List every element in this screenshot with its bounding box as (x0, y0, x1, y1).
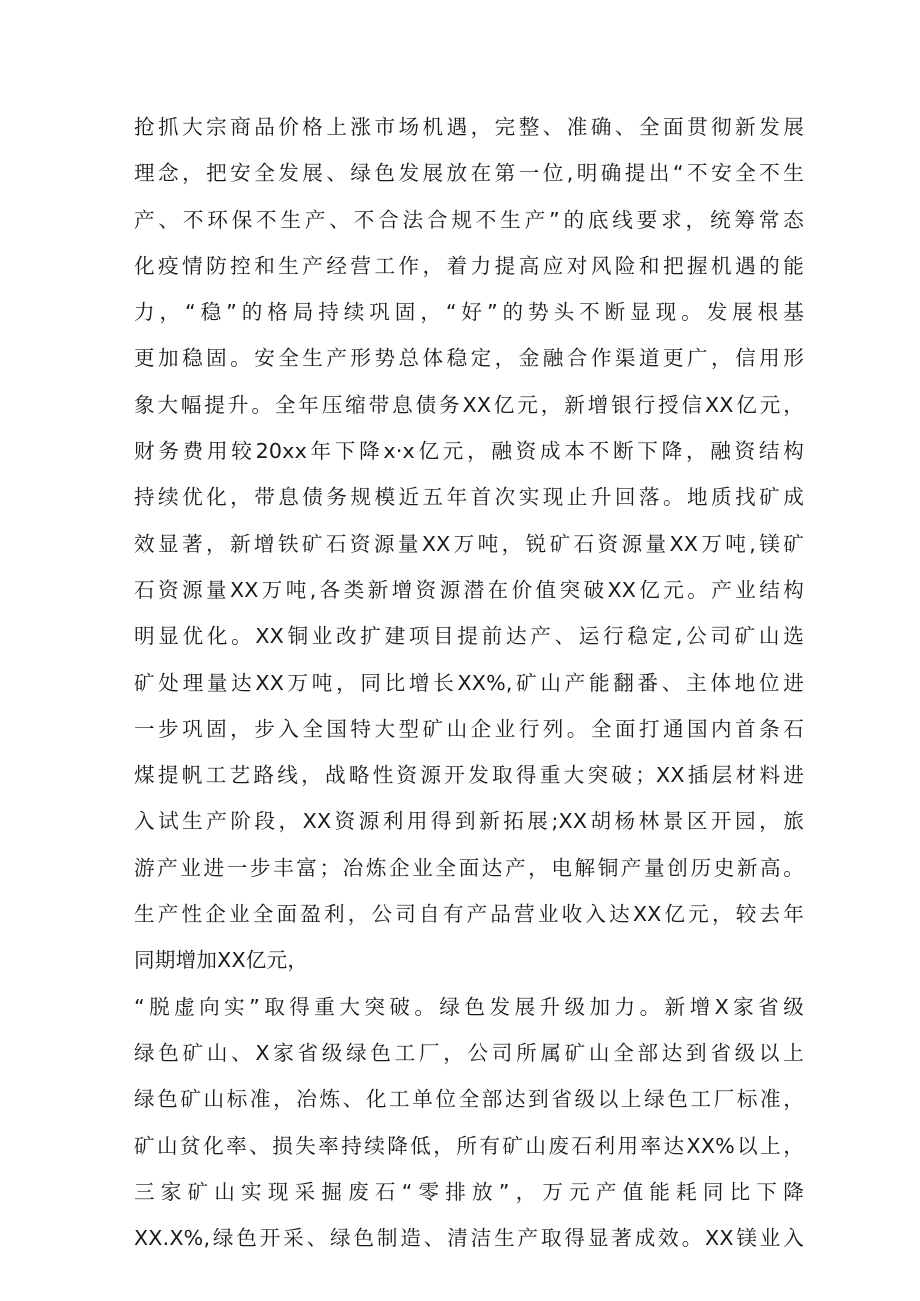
text-line: 入试生产阶段，XX资源利用得到新拓展;XX胡杨林景区开园，旅 (134, 809, 804, 834)
text-line: 明显优化。XX铜业改扩建项目提前达产、运行稳定,公司矿山选 (134, 624, 804, 649)
paragraph-2 (134, 984, 804, 1262)
text-line: 持续优化，带息债务规模近五年首次实现止升回落。地质找矿成 (134, 485, 804, 510)
text-line: 更加稳固。安全生产形势总体稳定，金融合作渠道更广，信用形 (134, 346, 804, 371)
document-body (134, 104, 804, 1261)
text-line: 矿处理量达XX万吨，同比增长XX%,矿山产能翻番、主体地位进 (134, 670, 804, 695)
text-line: 一步巩固，步入全国特大型矿山企业行列。全面打通国内首条石 (134, 716, 804, 741)
text-line: 力，“稳”的格局持续巩固，“好”的势头不断显现。发展根基 (134, 300, 804, 325)
text-line: 抢抓大宗商品价格上涨市场机遇，完整、准确、全面贯彻新发展 (134, 115, 804, 139)
text-line: 绿色矿山、X家省级绿色工厂，公司所属矿山全部达到省级以上 (134, 1040, 804, 1065)
text-line: 石资源量XX万吨,各类新增资源潜在价值突破XX亿元。产业结构 (134, 577, 804, 602)
paragraph-1 (134, 104, 804, 984)
text-line: 同期增加XX亿元， (134, 948, 309, 973)
text-line: 象大幅提升。全年压缩带息债务XX亿元，新增银行授信XX亿元， (134, 392, 804, 417)
text-line: XX.X%,绿色开采、绿色制造、清洁生产取得显著成效。XX镁业入 (134, 1226, 804, 1251)
text-line: 三家矿山实现采掘废石“零排放”，万元产值能耗同比下降 (134, 1179, 804, 1204)
text-line: “脱虚向实”取得重大突破。绿色发展升级加力。新增X家省级 (134, 994, 804, 1019)
text-line: 煤提帆工艺路线，战略性资源开发取得重大突破；XX插层材料进 (134, 763, 804, 788)
text-line: 绿色矿山标准，冶炼、化工单位全部达到省级以上绿色工厂标准， (134, 1087, 804, 1112)
text-line: 矿山贫化率、损失率持续降低，所有矿山废石利用率达XX%以上， (134, 1133, 804, 1158)
text-line: 产、不环保不生产、不合法合规不生产”的底线要求，统筹常态 (134, 207, 804, 232)
text-line: 效显著，新增铁矿石资源量XX万吨，锐矿石资源量XX万吨,镁矿 (134, 531, 804, 556)
text-line: 游产业进一步丰富；冶炼企业全面达产，电解铜产量创历史新高。 (134, 855, 804, 880)
text-line: 财务费用较20xx年下降x·x亿元，融资成本不断下降，融资结构 (134, 439, 804, 464)
text-line: 理念，把安全发展、绿色发展放在第一位,明确提出“不安全不生 (134, 161, 804, 186)
text-line: 化疫情防控和生产经营工作，着力提高应对风险和把握机遇的能 (134, 253, 804, 278)
text-line: 生产性企业全面盈利，公司自有产品营业收入达XX亿元，较去年 (134, 902, 804, 927)
